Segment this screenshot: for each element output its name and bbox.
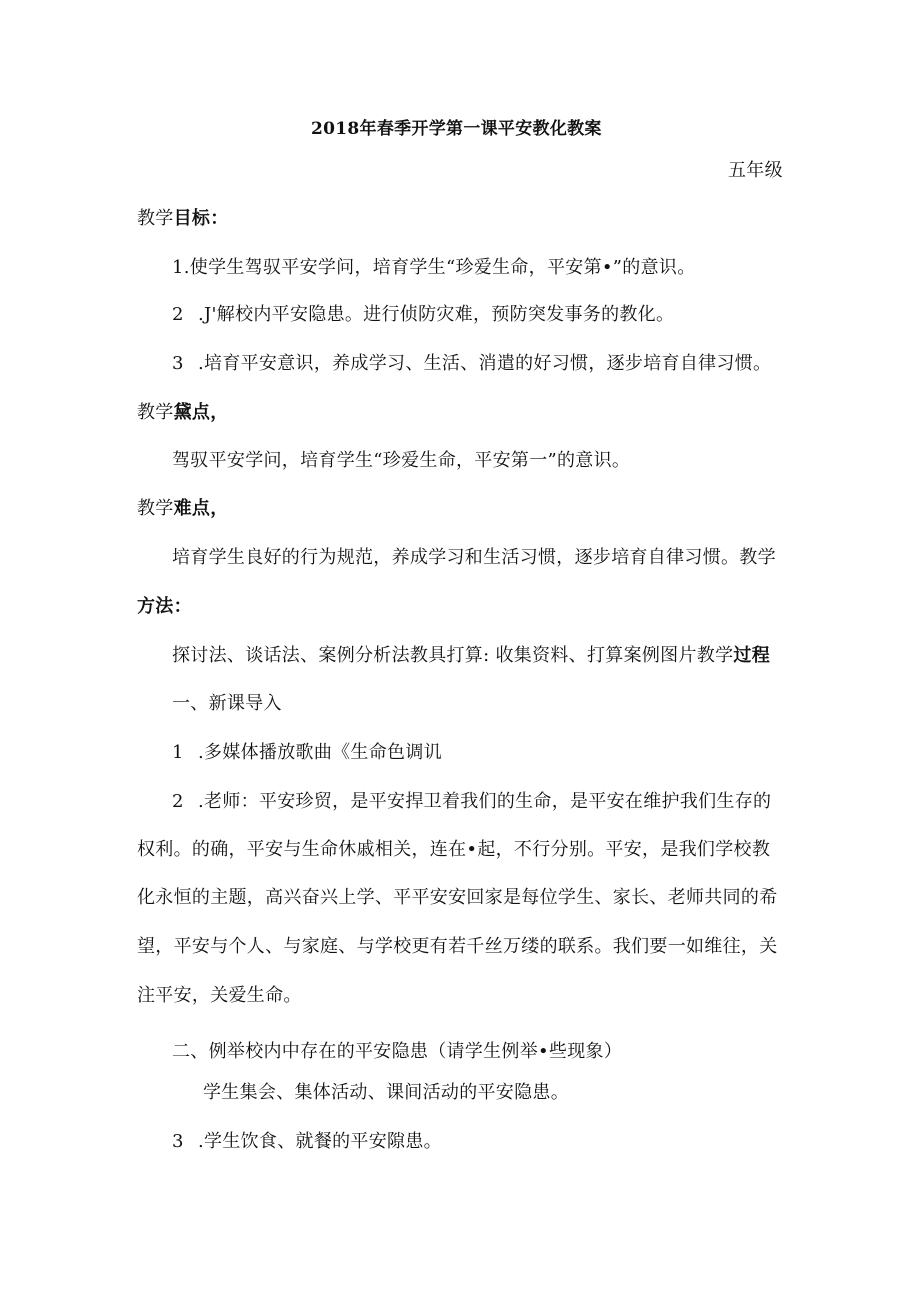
section-1-item-2-number: 2 <box>172 791 184 812</box>
section-1-item-1-text: .多媒体播放歌曲《生命色调讥 <box>198 742 442 763</box>
section-1-item-1-number: 1 <box>172 742 184 763</box>
keypoint-heading-bold: 黛点， <box>173 402 229 423</box>
section-2-item-3 <box>172 1130 442 1154</box>
section-1-item-2-line-5: 注平安，关爱生命。 <box>137 985 302 1006</box>
keypoint-text: 驾驭平安学问，培育学生“珍爱生命，平安第一”的意识。 <box>172 450 631 471</box>
goal-item-2 <box>172 303 674 327</box>
goals-heading <box>137 207 229 231</box>
keypoint-heading <box>137 401 229 425</box>
section-1-item-2-line-3: 化永恒的主题，高兴奋兴上学、平平安安回家是每位学生、家长、老师共同的希 <box>137 887 778 908</box>
section-2-line-1: 学生集会、集体活动、课间活动的平安隐患。 <box>203 1082 569 1103</box>
goal-item-3 <box>172 352 771 376</box>
goal-item-1: 1.使学生驾驭平安学问，培育学生“珍爱生命，平安第•”的意识。 <box>172 257 696 278</box>
document-title: 2018年春季开学第一课平安教化教案 <box>311 119 602 139</box>
method-text <box>172 644 770 668</box>
section-1-item-2-line-2: 权利。的确，平安与生命休戚相关，连在•起，不行分别。平安，是我们学校教 <box>137 839 771 860</box>
section-2-item-3-text: .学生饮食、就餐的平安隙患。 <box>198 1131 442 1152</box>
goal-item-2-text: .J'解校内平安隐患。进行侦防灾难，预防突发事务的教化。 <box>198 304 675 325</box>
keypoint-heading-prefix: 教学 <box>137 402 174 423</box>
goals-heading-prefix: 教学 <box>137 208 174 229</box>
section-1-heading: 一、新课导入 <box>172 693 282 714</box>
goal-item-3-text: .培育平安意识，养成学习、生活、消遣的好习惯，逐步培育自律习惯。 <box>198 353 772 374</box>
difficulty-heading-prefix: 教学 <box>137 498 174 519</box>
method-text-bold-tail: 过程 <box>733 645 770 666</box>
section-2-heading: 二、例举校内中存在的平安隐患（请学生例举•些现象） <box>172 1041 623 1062</box>
section-1-item-2-line-1 <box>172 790 771 814</box>
grade-label: 五年级 <box>728 160 783 181</box>
goal-item-3-number: 3 <box>172 353 184 374</box>
section-1-item-1 <box>172 741 442 765</box>
section-1-item-2-text: .老师：平安珍贸，是平安捍卫着我们的生命，是平安在维护我们生存的 <box>198 791 772 812</box>
goal-item-2-number: 2 <box>172 304 184 325</box>
difficulty-heading <box>137 497 229 521</box>
method-heading: 方法： <box>137 596 192 617</box>
difficulty-text: 培育学生良好的行为规范，养成学习和生活习惯，逐步培育自律习惯。教学 <box>172 547 776 568</box>
difficulty-heading-bold: 难点， <box>173 498 229 519</box>
section-1-item-2-line-4: 望，平安与个人、与家庭、与学校更有若千丝万缕的联系。我们要一如维往，关 <box>137 936 778 957</box>
goals-heading-bold: 目标： <box>173 208 229 229</box>
method-text-body: 探讨法、谈话法、案例分析法教具打算: 收集资料、打算案例图片教学 <box>172 645 734 666</box>
section-2-item-3-number: 3 <box>172 1131 184 1152</box>
